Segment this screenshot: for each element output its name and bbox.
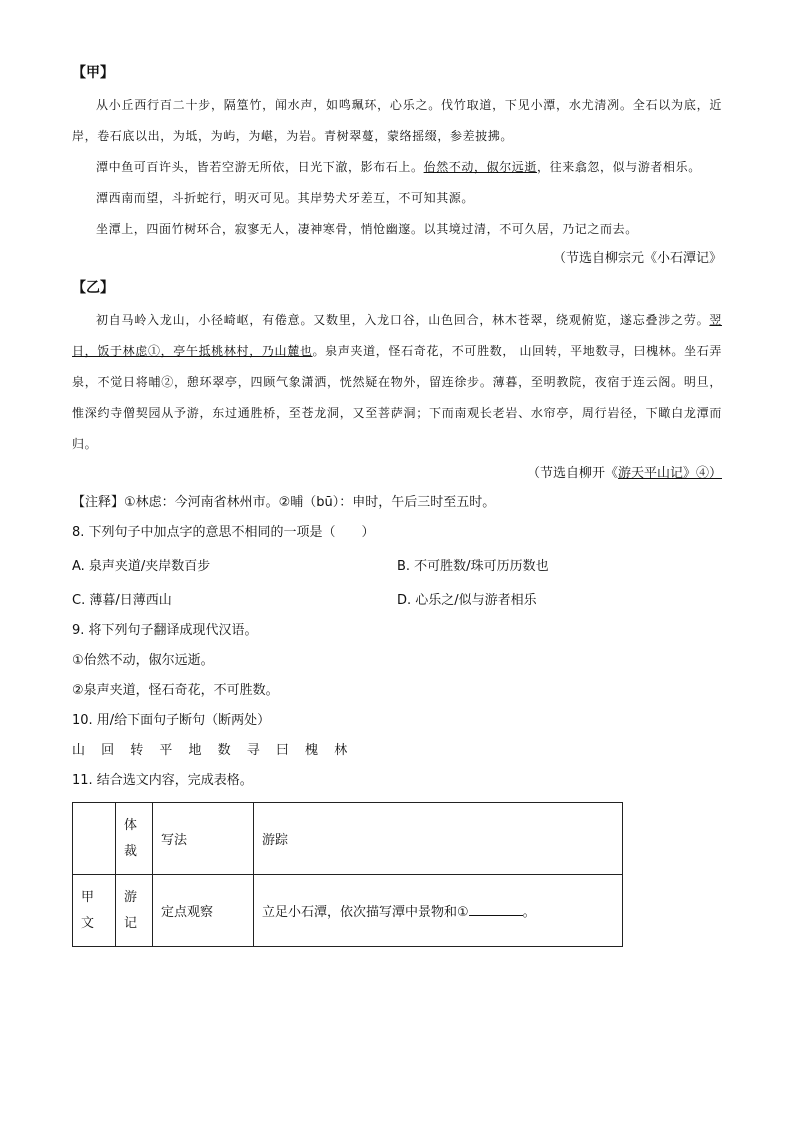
jia-paragraph-4: 坐潭上，四面竹树环合，寂寥无人，凄神寒骨，悄怆幽邃。以其境过清，不可久居，乃记之而去。 — [96, 222, 638, 236]
table-header-row — [73, 803, 623, 875]
q9-sentence-1: ①佁然不动，俶尔远逝。 — [72, 653, 214, 668]
q10-sentence: 山 回 转 平 地 数 寻 曰 槐 林 — [72, 743, 354, 758]
row-cell-method: 定点观察 — [153, 875, 254, 947]
answer-blank[interactable] — [469, 901, 523, 916]
header-cell-method: 写法 — [153, 803, 254, 875]
row-text-label: 甲文 — [81, 889, 95, 931]
q11-table — [72, 802, 623, 947]
yi-source-a: （节选自柳开《 — [526, 466, 618, 481]
jia-paragraph-1: 从小丘西行百二十步，隔篁竹，闻水声，如鸣珮环，心乐之。伐竹取道，下见小潭，水尤清冽。全石以为底，近岸，卷石底以出，为坻，为屿，为嵁，为岩。青树翠蔓，蒙络摇缀，参差披拂。 — [72, 98, 722, 143]
yi-text-a: 初自马岭入龙山，小径崎岖，有倦意。又数里，入龙口谷，山色回合，林木苍翠，绕观俯览，遂忘叠涉之劳。 — [96, 313, 710, 327]
section-label-jia: 【甲】 — [72, 65, 114, 81]
jia-p2-underlined: 佁然不动，俶尔远逝 — [423, 160, 538, 174]
yi-source — [72, 460, 722, 488]
yi-text-b: 。泉声夹道，怪石奇花，不可胜数， 山回转，平地数寻，曰槐林。坐石弄泉，不觉日将晡②，憩环翠亭，四顾气象潇洒，恍然疑在物外，留连徐步。薄暮，至明教院，夜宿于连云阁。明旦，惟深约寺僧契园从予游，东过通胜桥，至苍龙洞，又至菩萨洞；下而南观长老岩、水帘亭，周行岩径，下瞰白龙潭而归。 — [72, 344, 722, 451]
header-cell-route: 游踪 — [254, 803, 623, 875]
jia-p2-text-a: 潭中鱼可百许头，皆若空游无所依，日光下澈，影布石上。 — [96, 160, 424, 174]
yi-source-underlined: 游天平山记》④） — [617, 466, 722, 481]
q11-stem: 11. 结合选文内容，完成表格。 — [72, 773, 253, 788]
q8-options-row-1 — [72, 552, 722, 582]
jia-paragraph-3: 潭西南而望，斗折蛇行，明灭可见。其岸势犬牙差互，不可知其源。 — [96, 191, 475, 205]
q8-stem: 8. 下列句子中加点字的意思不相同的一项是（ ） — [72, 525, 375, 540]
q8-option-b: B. 不可胜数/珠可历历数也 — [397, 559, 549, 574]
q8-option-c: C. 薄暮/日薄西山 — [72, 593, 172, 608]
row-cell-genre — [116, 875, 153, 947]
yi-underlined: 翌日，饭于林虑①，亭午抵桃林村，乃山麓也 — [72, 313, 722, 358]
header-genre-text: 体裁 — [124, 817, 138, 859]
jia-p2-text-b: ，往来翕忽，似与游者相乐。 — [537, 160, 701, 174]
worksheet-page — [72, 62, 722, 947]
section-label-yi: 【乙】 — [72, 280, 114, 296]
q8-option-d: D. 心乐之/似与游者相乐 — [397, 593, 537, 608]
table-row-jia — [73, 875, 623, 947]
jia-paragraph-2 — [72, 152, 722, 183]
route-end: 。 — [522, 905, 536, 920]
row-cell-route — [254, 875, 623, 947]
q9-sentence-2: ②泉声夹道，怪石奇花，不可胜数。 — [72, 683, 279, 698]
notes: 【注释】①林虑：今河南省林州市。②晡（bū）：申时，午后三时至五时。 — [72, 495, 496, 510]
jia-source: （节选自柳宗元《小石潭记》 — [552, 251, 722, 266]
header-cell-blank — [73, 803, 116, 875]
row-genre-label: 游记 — [124, 889, 138, 931]
yi-paragraph — [72, 305, 722, 460]
q10-stem: 10. 用/给下面句子断句（断两处） — [72, 713, 271, 728]
route-text: 立足小石潭，依次描写潭中景物和① — [262, 905, 469, 920]
q8-options-row-2 — [72, 586, 722, 616]
q8-option-a: A. 泉声夹道/夹岸数百步 — [72, 559, 211, 574]
row-cell-text — [73, 875, 116, 947]
header-cell-genre — [116, 803, 153, 875]
q9-stem: 9. 将下列句子翻译成现代汉语。 — [72, 623, 258, 638]
